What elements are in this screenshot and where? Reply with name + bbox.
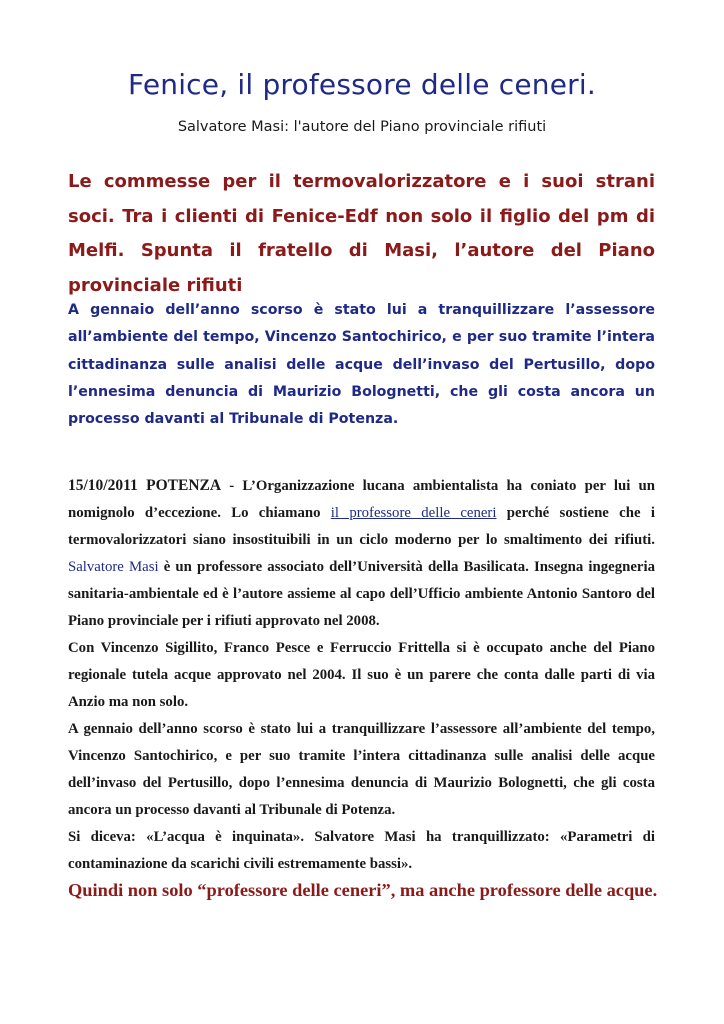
paragraph-3: A gennaio dell’anno scorso è stato lui a tranquillizzare l’assessore all’ambiente del tempo, Vincenzo Santochirico, e per suo tramite l’intera cittadinanza sulle analisi delle acque dell’invaso del Pertusillo, dopo l’ennesima denuncia di Maurizio Bolognetti, che gli costa ancora un processo davanti al Tribunale di Potenza. bbox=[68, 721, 655, 818]
salvatore-masi-name: Salvatore Masi bbox=[68, 559, 159, 575]
dateline: 15/10/2011 POTENZA bbox=[68, 477, 222, 494]
article-lead: A gennaio dell’anno scorso è stato lui a tranquillizzare l’assessore all’ambiente del tempo, Vincenzo Santochirico, e per suo tramite l’intera cittadinanza sulle analisi delle acque dell’invaso del Pertusillo, dopo l’ennesima denuncia di Maurizio Bolognetti, che gli costa ancora un processo davanti al Tribunale di Potenza. bbox=[68, 302, 655, 428]
article-headline: Le commesse per il termovalorizzatore e i suoi strani soci. Tra i clienti di Fenice-Edf non solo il figlio del pm di Melfi. Spunta il fratello di Masi, l’autore del Piano provinciale rifiuti bbox=[68, 171, 655, 296]
paragraph-1-text-c: è un professore associato dell’Università della Basilicata. Insegna ingegneria sanitaria-ambientale ed è l’autore assieme al capo dell’Ufficio ambiente Antonio Santoro del Piano provinciale per i rifiuti approvato nel 2008. bbox=[68, 559, 655, 629]
paragraph-4: Si diceva: «L’acqua è inquinata». Salvatore Masi ha tranquillizzato: «Parametri di contaminazione da scarichi civili estremamente bassi». bbox=[68, 829, 655, 872]
professore-delle-ceneri-link[interactable]: il professore delle ceneri bbox=[330, 505, 497, 521]
closing-line: Quindi non solo “professore delle ceneri”, ma anche professore delle acque. bbox=[68, 880, 658, 900]
paragraph-1-text-a: - L’Organizzazione lucana ambientalista ha coniato per lui un nomignolo d’eccezione. Lo chiamano bbox=[68, 478, 656, 521]
paragraph-1 bbox=[68, 472, 655, 635]
article-title: Fenice, il professore delle ceneri. bbox=[128, 68, 596, 101]
article-body bbox=[68, 472, 655, 878]
paragraph-2: Con Vincenzo Sigillito, Franco Pesce e Ferruccio Frittella si è occupato anche del Piano regionale tutela acque approvato nel 2004. Il suo è un parere che conta dalle parti di via Anzio ma non solo. bbox=[68, 640, 655, 710]
article-subtitle: Salvatore Masi: l'autore del Piano provinciale rifiuti bbox=[177, 119, 547, 135]
paragraph-1-text-b: perché sostiene che i termovalorizzatori siano insostituibili in un ciclo moderno per lo smaltimento dei rifiuti. bbox=[68, 505, 655, 548]
